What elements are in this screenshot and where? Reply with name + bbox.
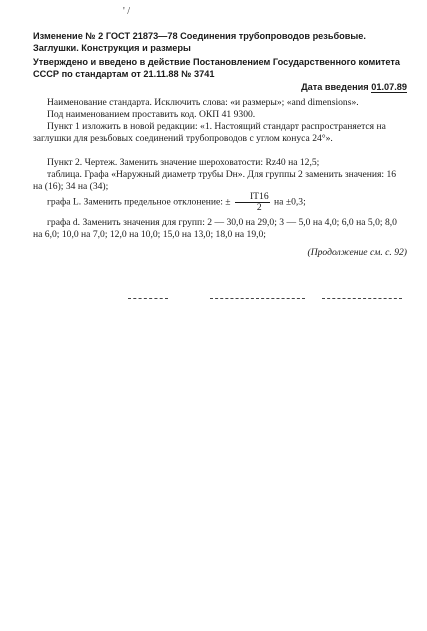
tolerance-text-after: на ±0,3;: [274, 196, 306, 208]
approval-text: Утверждено и введено в действие Постановлением Государственного комитета СССР по стандартам от 21.11.88 № 3741: [33, 57, 400, 79]
continuation-text: (Продолжение см. с. 92): [307, 247, 407, 258]
handwritten-mark: ' /: [123, 6, 131, 17]
footer-rule-center: [210, 298, 305, 299]
footer-rule-left: [128, 298, 168, 299]
change-title: Изменение № 2 ГОСТ 21873—78 Соединения трубопроводов резьбовые. Заглушки. Конструкция и размеры: [33, 31, 366, 53]
tolerance-fraction: [235, 192, 270, 213]
effective-date-line: [33, 81, 407, 93]
continuation-note: [33, 247, 407, 259]
tolerance-text-before: графа L. Заменить предельное отклонение: ±: [47, 196, 231, 208]
footer-rule-right: [322, 298, 402, 299]
date-value: 01.07.89: [371, 82, 407, 92]
paragraph-title-change: Наименование стандарта. Исключить слова: «и размеры»; «and dimensions».: [47, 97, 359, 108]
paragraph-table-diameter: таблица. Графа «Наружный диаметр трубы Dн». Для группы 2 заменить значения: 16 на (16); 34 на (34);: [33, 169, 397, 192]
paragraph-tolerance: [33, 192, 407, 213]
date-label: Дата введения: [301, 82, 369, 92]
paragraph-clause-1: Пункт 1 изложить в новой редакции: «1. Настоящий стандарт распространяется на заглушки для резьбовых соединений трубопроводов с углом конуса 24°».: [33, 121, 386, 144]
paragraph-okp-code: Под наименованием проставить код. ОКП 41 9300.: [47, 109, 256, 120]
fraction-denominator: 2: [256, 202, 262, 213]
paragraph-column-d: графа d. Заменить значения для групп: 2 — 30,0 на 29,0; 3 — 5,0 на 4,0; 6,0 на 5,0; 8,0 на 6,0; 10,0 на 7,0; 12,0 на 10,0; 15,0 на 13,0; 18,0 на 19,0;: [33, 217, 397, 240]
fraction-numerator: IT16: [235, 192, 270, 203]
paragraph-clause-2: Пункт 2. Чертеж. Заменить значение шероховатости: Rz40 на 12,5;: [47, 157, 320, 168]
